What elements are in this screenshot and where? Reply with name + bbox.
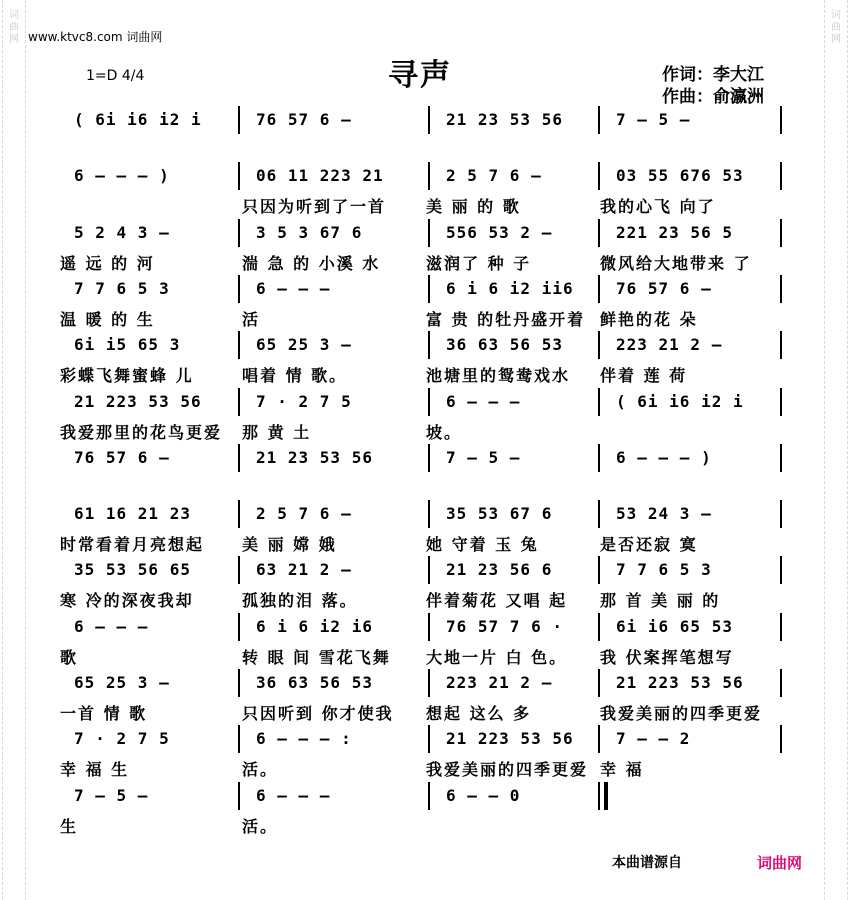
lyrics-row	[60, 249, 786, 273]
bar-line	[238, 782, 240, 810]
measure: 6 — — — )	[616, 447, 712, 467]
bar-line	[238, 444, 240, 472]
bar-line	[780, 613, 782, 641]
measure: 5 2 4 3 —	[74, 222, 170, 242]
bar-line	[598, 556, 600, 584]
lyric-segment: 一首 情 歌	[60, 704, 148, 723]
measure: 6i i6 65 53	[616, 616, 733, 636]
measure: 7 — — 2	[616, 729, 691, 749]
measure: ( 6i i6 i2 i	[74, 110, 202, 129]
score-system	[60, 556, 786, 610]
bar-line	[780, 275, 782, 303]
measure: 6 — — — )	[74, 166, 170, 186]
bar-line	[428, 275, 430, 303]
measure: 21 23 56 6	[446, 560, 553, 580]
score-system	[60, 613, 786, 667]
bar-line	[598, 219, 600, 247]
lyric-segment: 美 丽 嫦 娥	[242, 535, 337, 555]
bar-line	[598, 106, 600, 134]
lyric-segment: 我的心飞 向了	[600, 197, 716, 217]
lyric-segment: 只因听到 你才使我	[242, 704, 394, 723]
lyrics-row	[60, 643, 786, 667]
bar-line	[238, 725, 240, 753]
measure: 223 21 2 —	[446, 673, 553, 692]
bar-line	[238, 162, 240, 190]
measure: 53 24 3 —	[616, 504, 712, 524]
lyric-segment: 想起 这么 多	[426, 704, 532, 723]
measure: 6 — — —	[256, 278, 331, 298]
lyric-segment: 我爱美丽的四季更爱	[600, 704, 763, 723]
measure: 21 223 53 56	[74, 391, 202, 411]
measure: 65 25 3 —	[74, 673, 170, 692]
measure: 7 — 5 —	[616, 110, 691, 129]
lyric-segment: 活。	[242, 760, 279, 780]
bar-line	[238, 500, 240, 528]
lyric-segment: 幸 福 生	[60, 760, 130, 780]
measure: 65 25 3 —	[256, 335, 352, 355]
measure: 35 53 67 6	[446, 504, 553, 524]
lyric-segment: 孤独的泪 落。	[242, 591, 358, 611]
lyrics-row	[60, 812, 786, 836]
lyric-segment: 彩蝶飞舞蜜蜂 儿	[60, 366, 194, 386]
score-system	[60, 725, 786, 779]
measure: 76 57 6 —	[256, 110, 352, 129]
score-system	[60, 275, 786, 329]
bar-line	[428, 444, 430, 472]
lyrics-row	[60, 586, 786, 610]
measure: 7 · 2 7 5	[256, 391, 352, 411]
song-title: 寻声	[388, 58, 452, 93]
bar-line	[428, 725, 430, 753]
bar-line	[598, 725, 600, 753]
measure: 7 · 2 7 5	[74, 729, 170, 749]
measure: 2 5 7 6 —	[446, 166, 542, 186]
lyric-segment: 她 守着 玉 兔	[426, 535, 539, 555]
lyrics-row	[60, 136, 786, 160]
bar-line	[598, 388, 600, 416]
lyric-segment: 伴着菊花 又唱 起	[426, 591, 568, 611]
bar-line	[598, 500, 600, 528]
lyric-segment: 那 黄 土	[242, 422, 312, 442]
measure: 6i i5 65 3	[74, 335, 181, 355]
notation-row	[60, 388, 786, 418]
measure: 7 7 6 5 3	[616, 560, 712, 580]
lyric-segment: 富 贵 的牡丹盛开着	[426, 309, 586, 329]
bar-line	[598, 782, 600, 810]
notation-row	[60, 444, 786, 474]
lyric-segment: 微风给大地带来 了	[600, 253, 752, 273]
measure: 21 23 53 56	[256, 447, 373, 467]
bar-line	[780, 669, 782, 697]
bar-line	[428, 388, 430, 416]
measure: 21 223 53 56	[616, 673, 744, 692]
notation-row	[60, 106, 786, 136]
bar-line	[598, 162, 600, 190]
lyric-segment: 湍 急 的 小溪 水	[242, 253, 381, 273]
measure: 63 21 2 —	[256, 560, 352, 580]
lyric-segment: 生	[60, 816, 79, 836]
bar-line	[598, 331, 600, 359]
source-note: 本曲谱源自	[612, 855, 682, 871]
measure: 221 23 56 5	[616, 222, 733, 242]
lyric-segment: 美 丽 的 歌	[426, 197, 521, 217]
lyric-segment: 幸 福	[600, 760, 644, 780]
score-system	[60, 331, 786, 385]
bar-line	[428, 500, 430, 528]
measure: 6 — — —	[446, 391, 521, 411]
lyric-segment: 温 暖 的 生	[60, 309, 155, 329]
bar-line	[238, 219, 240, 247]
score-system	[60, 162, 786, 216]
notation-row	[60, 613, 786, 643]
lyrics-row	[60, 418, 786, 442]
lyric-segment: 活。	[242, 816, 279, 836]
key-signature: 1=D 4/4	[86, 68, 145, 84]
measure: 6 — — 0	[446, 785, 521, 805]
lyric-segment: 我 伏案挥笔想写	[600, 647, 734, 667]
measure: 556 53 2 —	[446, 222, 553, 242]
lyricist-credit: 作词：李大江	[662, 65, 764, 85]
site-url: www.ktvc8.com 词曲网	[28, 30, 163, 44]
watermark-left: 词 曲 网	[2, 0, 26, 900]
score-system	[60, 444, 786, 498]
measure: 3 5 3 67 6	[256, 222, 363, 242]
measure: 76 57 6 —	[616, 278, 712, 298]
bar-line	[238, 669, 240, 697]
measure: 7 7 6 5 3	[74, 278, 170, 298]
lyric-segment: 活	[242, 309, 261, 329]
lyric-segment: 歌	[60, 647, 79, 667]
lyric-segment: 寒 冷的深夜我却	[60, 591, 194, 611]
lyrics-row	[60, 361, 786, 385]
measure: 76 57 6 —	[74, 447, 170, 467]
measure: 21 223 53 56	[446, 729, 574, 749]
bar-line	[780, 106, 782, 134]
site-logo: 词曲网	[757, 854, 803, 872]
score-system	[60, 388, 786, 442]
lyric-segment: 唱着 情 歌。	[242, 366, 348, 386]
score-system	[60, 219, 786, 273]
bar-line	[238, 556, 240, 584]
lyrics-row	[60, 530, 786, 554]
final-bar-line	[604, 782, 608, 810]
watermark-right: 词 曲 网	[824, 0, 848, 900]
notation-row	[60, 782, 786, 812]
bar-line	[598, 444, 600, 472]
score-system	[60, 669, 786, 723]
lyrics-row	[60, 305, 786, 329]
lyric-segment: 时常看着月亮想起	[60, 535, 205, 555]
bar-line	[428, 782, 430, 810]
measure: 6 — — —	[256, 785, 331, 805]
lyric-segment: 池塘里的鸳鸯戏水	[426, 366, 571, 386]
bar-line	[780, 162, 782, 190]
bar-line	[428, 669, 430, 697]
bar-line	[780, 500, 782, 528]
bar-line	[598, 275, 600, 303]
measure: 03 55 676 53	[616, 166, 744, 186]
measure: 76 57 7 6 ·	[446, 616, 563, 636]
measure: 6 — — —	[74, 616, 149, 636]
lyric-segment: 大地一片 白 色。	[426, 647, 568, 667]
bar-line	[780, 331, 782, 359]
score-system	[60, 106, 786, 160]
bar-line	[428, 162, 430, 190]
bar-line	[238, 388, 240, 416]
lyrics-row	[60, 699, 786, 723]
measure: 6 i 6 i2 ii6	[446, 278, 574, 298]
measure: 223 21 2 —	[616, 335, 723, 355]
bar-line	[780, 388, 782, 416]
lyric-segment: 只因为听到了一首	[242, 197, 387, 217]
bar-line	[780, 444, 782, 472]
lyric-segment: 我爱美丽的四季更爱	[426, 760, 589, 780]
bar-line	[780, 556, 782, 584]
score-system	[60, 782, 786, 836]
notation-row	[60, 162, 786, 192]
measure: 6 — — — :	[256, 729, 352, 749]
measure: 21 23 53 56	[446, 110, 563, 129]
notation-row	[60, 275, 786, 305]
measure: 61 16 21 23	[74, 504, 191, 524]
lyric-segment: 是否还寂 寞	[600, 535, 698, 555]
lyric-segment: 遥 远 的 河	[60, 253, 155, 273]
lyrics-row	[60, 474, 786, 498]
measure: 36 63 56 53	[446, 335, 563, 355]
measure: 06 11 223 21	[256, 166, 384, 186]
bar-line	[780, 219, 782, 247]
measure: ( 6i i6 i2 i	[616, 391, 744, 411]
bar-line	[238, 275, 240, 303]
lyrics-row	[60, 192, 786, 216]
lyric-segment: 坡。	[426, 422, 463, 442]
notation-row	[60, 556, 786, 586]
bar-line	[428, 613, 430, 641]
bar-line	[428, 106, 430, 134]
bar-line	[598, 613, 600, 641]
notation-row	[60, 725, 786, 755]
lyric-segment: 伴着 莲 荷	[600, 366, 688, 386]
score-system	[60, 500, 786, 554]
notation-row	[60, 331, 786, 361]
lyric-segment: 我爱那里的花鸟更爱	[60, 422, 223, 442]
bar-line	[428, 331, 430, 359]
lyric-segment: 鲜艳的花 朵	[600, 309, 698, 329]
notation-row	[60, 219, 786, 249]
bar-line	[598, 669, 600, 697]
composer-credit: 作曲：俞瀛洲	[662, 87, 764, 107]
lyric-segment: 滋润了 种 子	[426, 253, 532, 273]
bar-line	[428, 556, 430, 584]
measure: 36 63 56 53	[256, 673, 373, 692]
measure: 7 — 5 —	[74, 785, 149, 805]
bar-line	[238, 331, 240, 359]
notation-row	[60, 669, 786, 699]
lyric-segment: 转 眼 间 雪花飞舞	[242, 647, 391, 667]
measure: 6 i 6 i2 i6	[256, 616, 373, 636]
lyrics-row	[60, 755, 786, 779]
bar-line	[780, 725, 782, 753]
bar-line	[238, 613, 240, 641]
measure: 7 — 5 —	[446, 447, 521, 467]
lyric-segment: 那 首 美 丽 的	[600, 591, 721, 611]
bar-line	[428, 219, 430, 247]
measure: 2 5 7 6 —	[256, 504, 352, 524]
measure: 35 53 56 65	[74, 560, 191, 580]
notation-row	[60, 500, 786, 530]
bar-line	[238, 106, 240, 134]
